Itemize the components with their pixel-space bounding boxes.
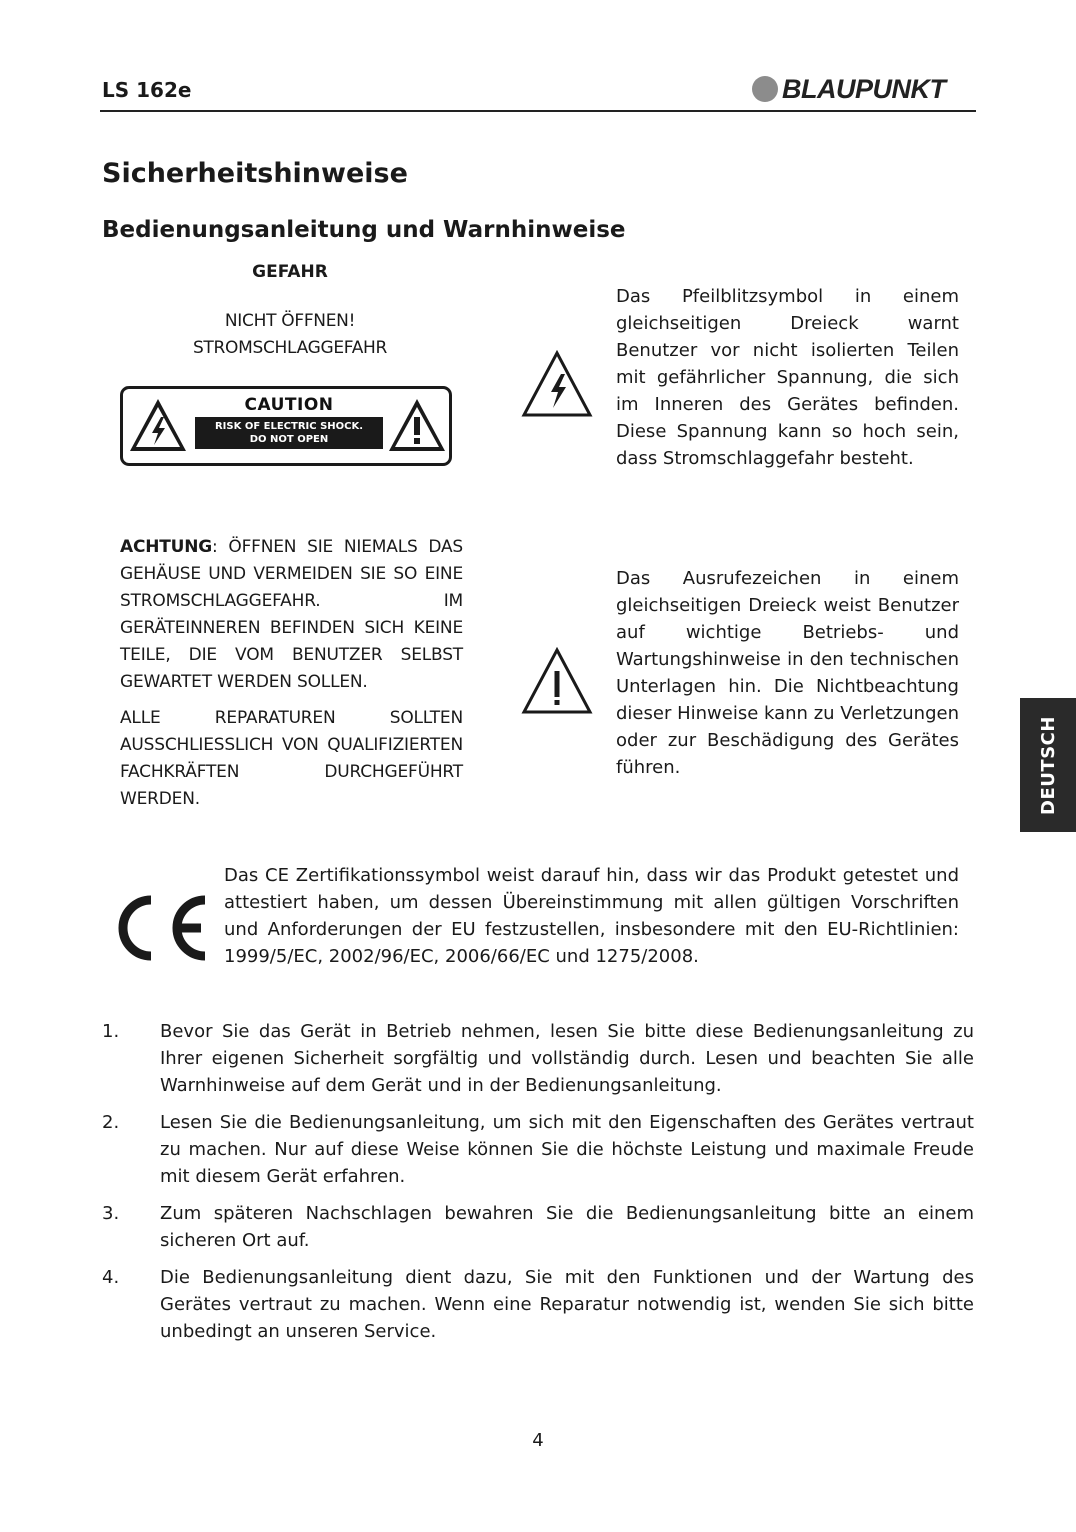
caution-line-2: DO NOT OPEN <box>249 434 329 445</box>
lightning-symbol-text: Das Pfeilblitzsymbol in einem gleichseitigen Dreieck warnt Benutzer vor nicht isolierten Teilen mit gefährlicher Spannung, die sich im Inneren des Gerätes befinden. Diese Spannung kann so hoch sein, dass Stromschlaggefahr besteht. <box>616 286 959 469</box>
brand-dot-icon <box>752 76 778 102</box>
list-item-text: Die Bedienungsanleitung dient dazu, Sie mit den Funktionen und der Wartung des Gerätes vertraut zu machen. Wenn eine Reparatur notwendig ist, wenden Sie sich bitte unbedingt an unseren Service. <box>160 1267 974 1342</box>
ce-text: Das CE Zertifikationssymbol weist darauf hin, dass wir das Produkt getestet und attestiert haben, um dessen Übereinstimmung mit allen gültigen Vorschriften und Anforderungen der EU festzustellen, insbesondere mit den EU-Richtlinien: 1999/5/EC, 2002/96/EC, 2006/66/EC und 1275/2008. <box>224 865 959 967</box>
brand-logo <box>752 72 974 106</box>
danger-line-1: NICHT ÖFFNEN! <box>224 311 356 331</box>
list-item <box>102 1200 974 1254</box>
list-item-text: Lesen Sie die Bedienungsanleitung, um sich mit den Eigenschaften des Gerätes vertraut zu machen. Nur auf diese Weise können Sie die höchste Leistung und maximale Freude mit diesem Gerät erfahren. <box>160 1112 974 1187</box>
brand-name: BLAUPUNKT <box>782 73 946 104</box>
list-item <box>102 1264 974 1345</box>
language-tab-label: DEUTSCH <box>1037 715 1059 815</box>
danger-title: GEFAHR <box>252 262 328 282</box>
list-item-number: 1. <box>102 1021 120 1042</box>
lightning-triangle-icon <box>521 350 593 418</box>
page-title: Sicherheitshinweise <box>102 158 408 189</box>
model-name: LS 162e <box>102 78 192 102</box>
instruction-list <box>102 1018 974 1355</box>
caution-text-block <box>195 395 383 459</box>
caution-label <box>120 386 452 466</box>
list-item-number: 2. <box>102 1112 120 1133</box>
exclamation-warning-icon <box>387 397 447 453</box>
section-subtitle: Bedienungsanleitung und Warnhinweise <box>102 217 626 243</box>
header-rule <box>100 110 976 112</box>
caution-box <box>195 417 383 449</box>
list-item-number: 4. <box>102 1267 120 1288</box>
achtung-paragraph <box>120 534 463 696</box>
page-number: 4 <box>532 1430 544 1451</box>
achtung-lead: ACHTUNG <box>120 537 213 557</box>
lightning-warning-icon <box>128 397 188 453</box>
list-item-number: 3. <box>102 1203 120 1224</box>
achtung-rest: : ÖFFNEN SIE NIEMALS DAS GEHÄUSE UND VERMEIDEN SIE SO EINE STROMSCHLAGGEFAHR. IM GERÄTEINNEREN BEFINDEN SICH KEINE TEILE, DIE VOM BENUTZER SELBST GEWARTET WERDEN SOLLEN. <box>120 537 463 692</box>
ce-mark-icon <box>113 892 211 964</box>
caution-line-1: RISK OF ELECTRIC SHOCK. <box>214 421 364 432</box>
danger-line-2: STROMSCHLAGGEFAHR <box>192 338 388 358</box>
language-tab-label-wrap <box>1020 698 1076 832</box>
exclamation-triangle-icon <box>521 647 593 715</box>
list-item-text: Bevor Sie das Gerät in Betrieb nehmen, lesen Sie bitte diese Bedienungsanleitung zu Ihrer eigenen Sicherheit sorgfältig und vollständig durch. Lesen und beachten Sie alle Warnhinweise auf dem Gerät und in der Bedienungsanleitung. <box>160 1021 974 1096</box>
achtung-block <box>120 534 463 813</box>
caution-title: CAUTION <box>244 395 334 415</box>
list-item-text: Zum späteren Nachschlagen bewahren Sie die Bedienungsanleitung bitte an einem sicheren Ort auf. <box>160 1203 974 1251</box>
list-item <box>102 1018 974 1099</box>
list-item <box>102 1109 974 1190</box>
exclamation-symbol-text: Das Ausrufezeichen in einem gleichseitigen Dreieck weist Benutzer auf wichtige Betriebs- und Wartungshinweise in den technischen Unterlagen hin. Die Nichtbeachtung dieser Hinweise kann zu Verletzungen oder zur Beschädigung des Gerätes führen. <box>616 568 959 778</box>
repairs-paragraph: ALLE REPARATUREN SOLLTEN AUSSCHLIESSLICH VON QUALIFIZIERTEN FACHKRÄFTEN DURCHGEFÜHRT WERDEN. <box>120 708 463 809</box>
